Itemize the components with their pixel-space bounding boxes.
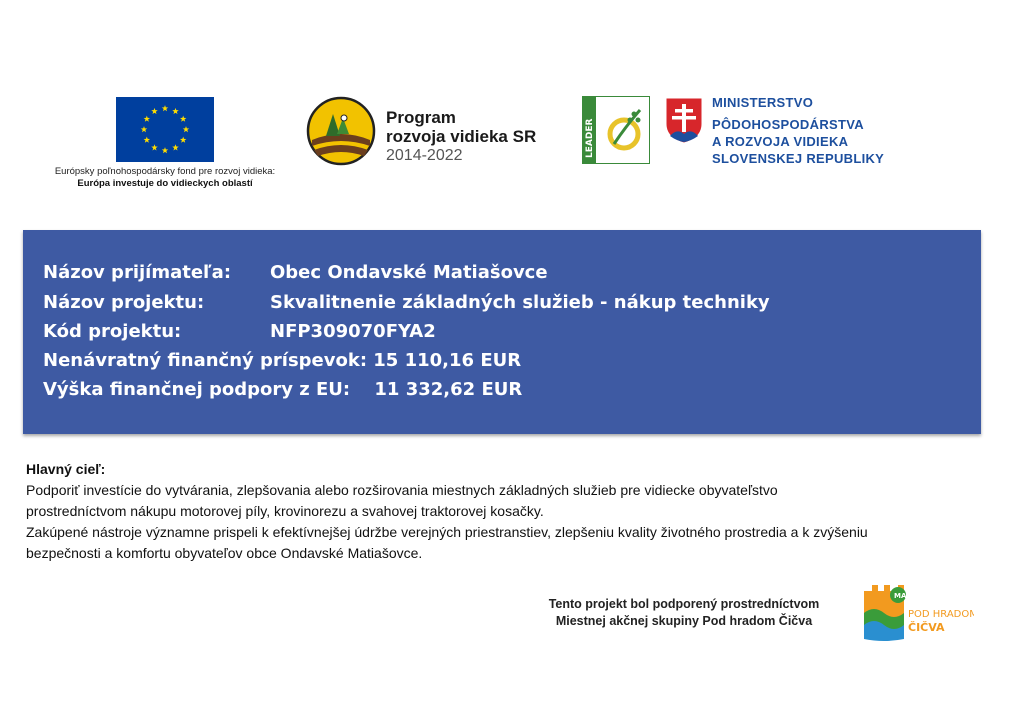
goal-text-line: Zakúpené nástroje významne prispeli k efektívnejšej údržbe verejných priestranstiev, zlepšeniu kvality životného prostredia a k zvýšeniu — [26, 524, 868, 540]
recipient-label: Názov prijímateľa: — [43, 262, 232, 283]
eu-star-icon — [144, 137, 150, 143]
recipient-value: Obec Ondavské Matiašovce — [270, 262, 548, 283]
mas-pod-hradom-cicva-logo — [862, 583, 974, 643]
project-code-row — [43, 321, 436, 342]
slovak-coat-of-arms-icon — [664, 96, 704, 144]
goal-section — [26, 459, 986, 564]
project-name-label: Názov projektu: — [43, 292, 205, 313]
leader-logo — [582, 96, 650, 164]
prv-title-line2: rozvoja vidieka SR — [386, 127, 537, 146]
eu-star-icon — [180, 137, 186, 143]
eu-star-icon — [144, 116, 150, 122]
grant-row: Nenávratný finančný príspevok: 15 110,16 EUR — [43, 350, 522, 371]
eu-star-icon — [151, 144, 157, 150]
ministry-line3: A ROZVOJA VIDIEKA — [712, 134, 849, 149]
eu-star-icon — [180, 116, 186, 122]
goal-text-line: Podporiť investície do vytvárania, zlepšovania alebo rozširovania miestnych základných služieb pre vidiecke obyvateľstvo — [26, 482, 778, 498]
ministry-line4: SLOVENSKEJ REPUBLIKY — [712, 151, 885, 166]
support-line2: Miestnej akčnej skupiny Pod hradom Čičva — [555, 614, 813, 628]
mas-label: MAS — [894, 592, 912, 600]
eu-star-icon — [151, 108, 157, 114]
mas-name-line: POD HRADOM — [908, 609, 974, 620]
prv-years: 2014-2022 — [386, 147, 463, 164]
goal-text-line: bezpečnosti a komfortu obyvateľov obce Ondavské Matiašovce. — [26, 545, 423, 561]
prv-title-line1: Program — [386, 108, 456, 127]
eu-support-value: 11 332,62 EUR — [374, 379, 523, 400]
eu-support-row — [43, 379, 522, 400]
eu-star-icon — [162, 105, 168, 111]
ministry-line2: PÔDOHOSPODÁRSTVA — [712, 117, 864, 132]
goal-heading: Hlavný cieľ: — [26, 461, 106, 477]
eu-star-icon — [172, 108, 178, 114]
ministry-line1: MINISTERSTVO — [712, 95, 814, 110]
eu-flag-logo — [116, 97, 214, 162]
goal-text-line: prostredníctvom nákupu motorovej píly, krovinorezu a svahovej traktorovej kosačky. — [26, 503, 544, 519]
support-line1: Tento projekt bol podporený prostredníctvom — [548, 597, 820, 611]
eu-caption-line1: Európsky poľnohospodársky fond pre rozvoj vidieka: — [54, 166, 276, 177]
eu-stars-icon — [116, 97, 214, 162]
project-code-label: Kód projektu: — [43, 321, 182, 342]
eu-support-label: Výška finančnej podpory z EU: — [43, 379, 351, 400]
project-name-value: Skvalitnenie základných služieb - nákup techniky — [270, 292, 770, 313]
eu-star-icon — [162, 147, 168, 153]
project-name-row — [43, 292, 770, 313]
support-statement — [514, 596, 854, 630]
project-info-panel — [23, 230, 981, 434]
project-code-value: NFP309070FYA2 — [270, 321, 436, 342]
leader-label: LEADER — [585, 118, 595, 158]
prv-emblem-logo — [306, 96, 376, 166]
eu-star-icon — [183, 126, 189, 132]
eu-star-icon — [141, 126, 147, 132]
eu-caption-line2: Európa investuje do vidieckych oblastí — [77, 178, 253, 189]
recipient-row — [43, 262, 548, 283]
mas-town: ČIČVA — [908, 621, 945, 634]
eu-star-icon — [172, 144, 178, 150]
